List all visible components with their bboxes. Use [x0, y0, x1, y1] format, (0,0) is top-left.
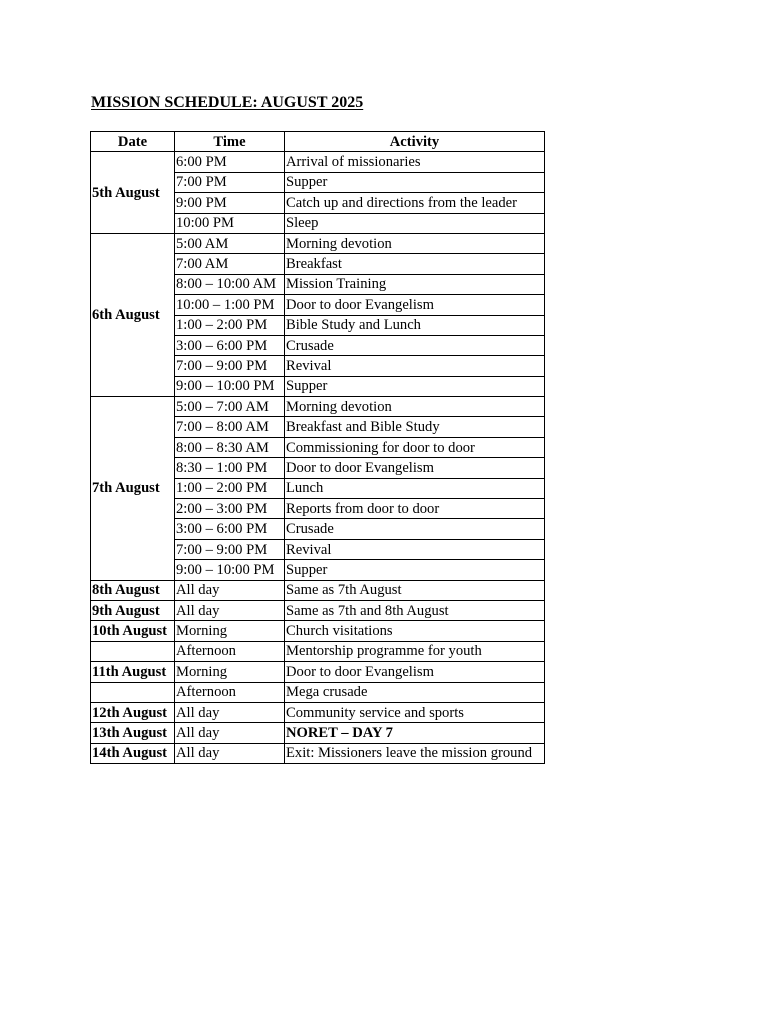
header-row	[91, 132, 545, 152]
activity-cell: Revival	[285, 356, 545, 376]
document-title: MISSION SCHEDULE: AUGUST 2025	[91, 94, 364, 111]
activity-cell: Catch up and directions from the leader	[285, 193, 545, 213]
table-row	[91, 397, 545, 417]
time-cell: 1:00 – 2:00 PM	[175, 478, 285, 498]
activity-cell: Mission Training	[285, 274, 545, 294]
table-header	[91, 132, 545, 152]
activity-cell: Sleep	[285, 213, 545, 233]
activity-cell: Bible Study and Lunch	[285, 315, 545, 335]
table-row	[91, 682, 545, 702]
activity-cell: Morning devotion	[285, 233, 545, 253]
time-cell: 9:00 – 10:00 PM	[175, 560, 285, 580]
time-cell: 2:00 – 3:00 PM	[175, 499, 285, 519]
time-cell: 8:00 – 10:00 AM	[175, 274, 285, 294]
time-cell: 7:00 – 8:00 AM	[175, 417, 285, 437]
date-cell: 7th August	[91, 397, 175, 581]
time-cell: 7:00 – 9:00 PM	[175, 356, 285, 376]
activity-cell: Arrival of missionaries	[285, 152, 545, 172]
activity-cell: Church visitations	[285, 621, 545, 641]
table-row	[91, 702, 545, 722]
date-cell	[91, 682, 175, 702]
time-cell: 1:00 – 2:00 PM	[175, 315, 285, 335]
activity-cell: Door to door Evangelism	[285, 458, 545, 478]
time-cell: Afternoon	[175, 641, 285, 661]
date-cell: 9th August	[91, 600, 175, 620]
activity-cell: Mentorship programme for youth	[285, 641, 545, 661]
date-cell: 12th August	[91, 702, 175, 722]
activity-cell: Breakfast	[285, 254, 545, 274]
time-cell: 8:00 – 8:30 AM	[175, 437, 285, 457]
time-cell: Morning	[175, 662, 285, 682]
table-row	[91, 600, 545, 620]
schedule-table	[90, 131, 545, 764]
time-cell: 6:00 PM	[175, 152, 285, 172]
time-cell: Afternoon	[175, 682, 285, 702]
time-cell: All day	[175, 723, 285, 743]
date-cell: 11th August	[91, 662, 175, 682]
date-cell: 10th August	[91, 621, 175, 641]
activity-cell: Breakfast and Bible Study	[285, 417, 545, 437]
table-body	[91, 152, 545, 764]
activity-cell: Supper	[285, 376, 545, 396]
activity-cell: Morning devotion	[285, 397, 545, 417]
time-cell: 3:00 – 6:00 PM	[175, 519, 285, 539]
time-cell: All day	[175, 600, 285, 620]
time-cell: All day	[175, 580, 285, 600]
table-row	[91, 152, 545, 172]
date-cell: 13th August	[91, 723, 175, 743]
activity-cell: Same as 7th and 8th August	[285, 600, 545, 620]
activity-cell: NORET – DAY 7	[285, 723, 545, 743]
activity-cell: Same as 7th August	[285, 580, 545, 600]
time-cell: 10:00 – 1:00 PM	[175, 295, 285, 315]
table-row	[91, 723, 545, 743]
activity-cell: Community service and sports	[285, 702, 545, 722]
date-cell	[91, 641, 175, 661]
activity-cell: Exit: Missioners leave the mission ground	[285, 743, 545, 763]
time-cell: Morning	[175, 621, 285, 641]
time-cell: 10:00 PM	[175, 213, 285, 233]
activity-cell: Supper	[285, 172, 545, 192]
date-cell: 14th August	[91, 743, 175, 763]
activity-cell: Revival	[285, 539, 545, 559]
table-row	[91, 621, 545, 641]
time-cell: 9:00 PM	[175, 193, 285, 213]
activity-cell: Lunch	[285, 478, 545, 498]
time-cell: 3:00 – 6:00 PM	[175, 335, 285, 355]
activity-cell: Commissioning for door to door	[285, 437, 545, 457]
time-cell: 7:00 – 9:00 PM	[175, 539, 285, 559]
time-cell: 9:00 – 10:00 PM	[175, 376, 285, 396]
date-cell: 6th August	[91, 233, 175, 396]
time-cell: 5:00 AM	[175, 233, 285, 253]
date-cell: 5th August	[91, 152, 175, 234]
time-cell: All day	[175, 702, 285, 722]
time-cell: 7:00 AM	[175, 254, 285, 274]
activity-cell: Crusade	[285, 519, 545, 539]
activity-cell: Door to door Evangelism	[285, 295, 545, 315]
time-cell: 8:30 – 1:00 PM	[175, 458, 285, 478]
table-row	[91, 233, 545, 253]
table-row	[91, 641, 545, 661]
header-date: Date	[91, 132, 175, 152]
time-cell: All day	[175, 743, 285, 763]
table-row	[91, 580, 545, 600]
table-row	[91, 662, 545, 682]
table-row	[91, 743, 545, 763]
activity-cell: Mega crusade	[285, 682, 545, 702]
activity-cell: Crusade	[285, 335, 545, 355]
date-cell: 8th August	[91, 580, 175, 600]
activity-cell: Door to door Evangelism	[285, 662, 545, 682]
time-cell: 7:00 PM	[175, 172, 285, 192]
activity-cell: Supper	[285, 560, 545, 580]
header-activity: Activity	[285, 132, 545, 152]
header-time: Time	[175, 132, 285, 152]
time-cell: 5:00 – 7:00 AM	[175, 397, 285, 417]
activity-cell: Reports from door to door	[285, 499, 545, 519]
